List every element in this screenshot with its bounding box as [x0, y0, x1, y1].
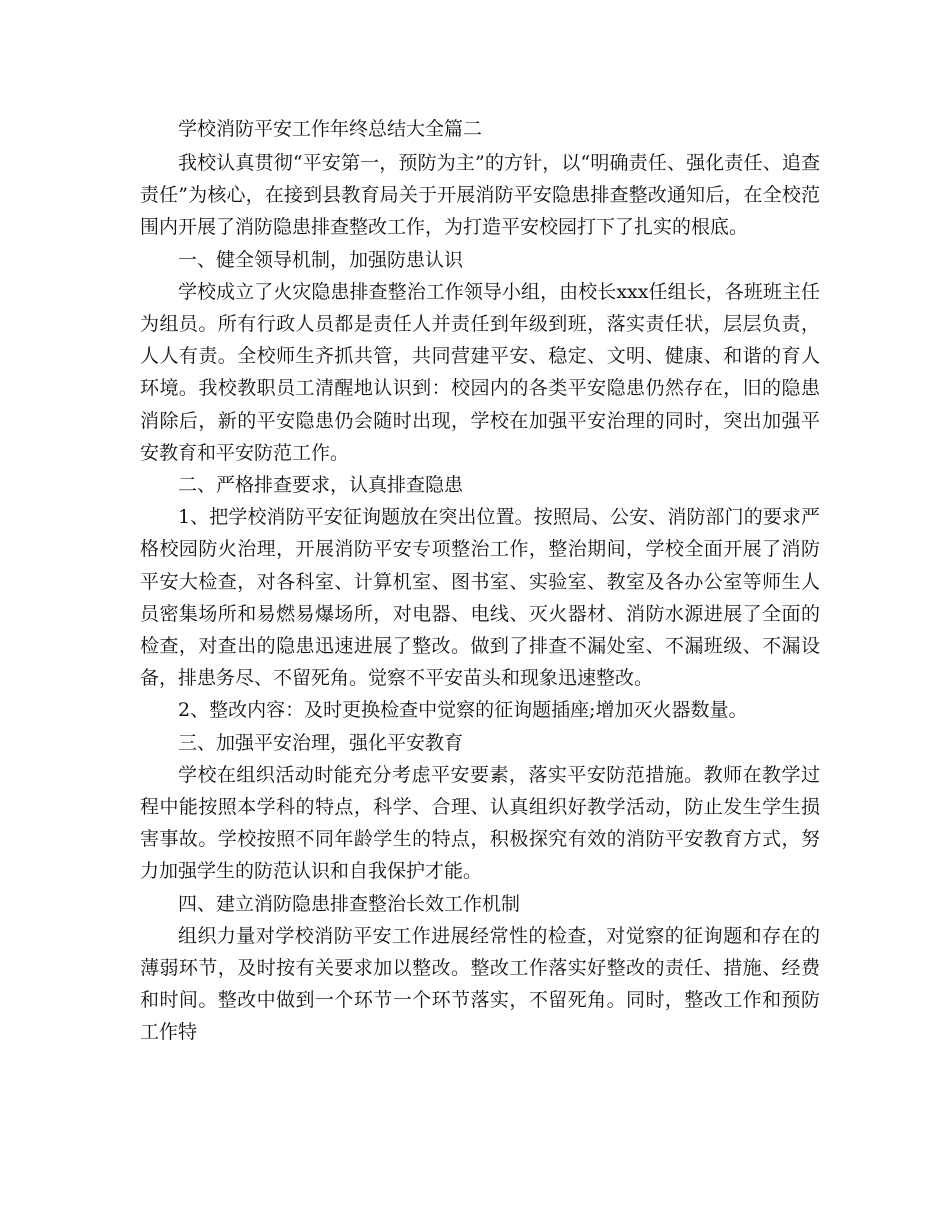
- section-heading: 2、整改内容：及时更换检查中觉察的征询题插座;增加灭火器数量。: [178, 699, 748, 722]
- document-blocks: [140, 147, 820, 1049]
- body-paragraph: 我校认真贯彻“平安第一，预防为主”的方针，以“明确责任、强化责任、追查责任”为核心，在接到县教育局关于开展消防平安隐患排查整改通知后，在全校范围内开展了消防隐患排查整改工作，为打造平安校园打下了扎实的根底。: [140, 152, 820, 239]
- body-paragraph: 学校成立了火灾隐患排查整治工作领导小组，由校长xxx任组长，各班班主任为组员。所有行政人员都是责任人并责任到年级到班，落实责任状，层层负责，人人有责。全校师生齐抓共管，共同营建平安、稳定、文明、健康、和谐的育人环境。我校教职员工清醒地认识到：校园内的各类平安隐患仍然存在，旧的隐患消除后，新的平安隐患仍会随时出现，学校在加强平安治理的同时，突出加强平安教育和平安防范工作。: [140, 280, 820, 464]
- body-paragraph: 组织力量对学校消防平安工作进展经常性的检查，对觉察的征询题和存在的薄弱环节，及时按有关要求加以整改。整改工作落实好整改的责任、措施、经费和时间。整改中做到一个环节一个环节落实，不留死角。同时，整改工作和预防工作特: [140, 924, 820, 1044]
- section-heading: 二、严格排查要求，认真排查隐患: [178, 474, 464, 497]
- section-heading: 三、加强平安治理，强化平安教育: [178, 731, 464, 754]
- section-heading: 四、建立消防隐患排查整治长效工作机制: [178, 892, 521, 915]
- body-paragraph: 学校在组织活动时能充分考虑平安要素，落实平安防范措施。教师在教学过程中能按照本学科的特点，科学、合理、认真组织好教学活动，防止发生学生损害事故。学校按照不同年龄学生的特点，积极探究有效的消防平安教育方式，努力加强学生的防范认识和自我保护才能。: [140, 763, 820, 883]
- body-paragraph: 1、把学校消防平安征询题放在突出位置。按照局、公安、消防部门的要求严格校园防火治理，开展消防平安专项整治工作，整治期间，学校全面开展了消防平安大检查，对各科室、计算机室、图书室、实验室、教室及各办公室等师生人员密集场所和易燃易爆场所，对电器、电线、灭火器材、消防水源进展了全面的检查，对查出的隐患迅速进展了整改。做到了排查不漏处室、不漏班级、不漏设备，排患务尽、不留死角。觉察不平安苗头和现象迅速整改。: [140, 506, 820, 690]
- document-title: 学校消防平安工作年终总结大全篇二: [178, 118, 483, 140]
- document-body: [140, 113, 820, 1049]
- section-heading: 一、健全领导机制，加强防患认识: [178, 248, 464, 271]
